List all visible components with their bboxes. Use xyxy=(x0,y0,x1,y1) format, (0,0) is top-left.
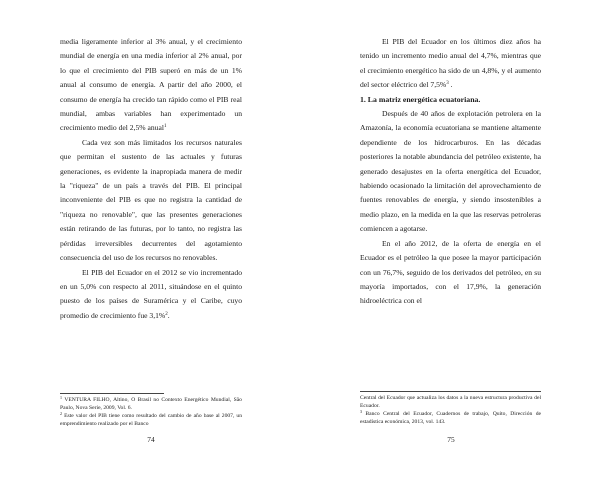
left-page-body xyxy=(60,35,242,323)
section-heading: 1. La matriz energética ecuatoriana. xyxy=(360,94,481,104)
paragraph: El PIB del Ecuador en los últimos diez años ha tenido un incremento medio anual del 4,7%, mientras que el crecimiento energético ha sido de un 4,8%, y el aumento del sector eléctrico del 7,5%$^3$ . xyxy=(360,37,541,90)
right-page-footnotes xyxy=(360,394,541,426)
footnote: $^3$ Banco Central del Ecuador, Cuadernos de trabajo, Quito, Dirección de estadística económica, 2013, vol. 143. xyxy=(360,409,541,425)
page-number: 75 xyxy=(447,435,455,444)
right-page-body xyxy=(360,35,541,309)
page-number: 74 xyxy=(147,435,155,444)
paragraph: Después de 40 años de explotación petrolera en la Amazonía, la economía ecuatoriana se mantiene altamente dependiente de los hidrocarburos. En las décadas posteriores la notable abundancia del petróleo existente, ha generado desajustes en la oferta energética del Ecuador, habiendo ocasionado la limitación del aprovechamiento de fuentes renovables de energía, y siendo insostenibles a medio plazo, en la medida en la que las reservas petroleras comiencen a agotarse. xyxy=(360,109,541,234)
footnote-divider xyxy=(60,393,164,394)
paragraph: media ligeramente inferior al 3% anual, y el crecimiento mundial de energía en una media inferior al 2% anual, por lo que el crecimiento del PIB superó en más de un 1% anual al consumo de energía. A partir del año 2000, el consumo de energía ha crecido tan rápido como el PIB real mundial, ambas variables han experimentado un crecimiento medio del 2,5% anual$^1$ xyxy=(60,37,242,133)
paragraph: Cada vez son más limitados los recursos naturales que permitan el sustento de las actuales y futuras generaciones, es evidente la inapropiada manera de medir la "riqueza" de un país a través del PIB. El principal inconveniente del PIB es que no registra la cantidad de "riqueza no renovable", que las presentes generaciones están retirando de las futuras, por lo tanto, no registra las pérdidas irreversibles decurrentes del agotamiento consecuencia del uso de los recursos no renovables. xyxy=(60,137,242,263)
footnote-ref: 2 xyxy=(165,311,168,317)
footnote: Central del Ecuador que actualiza los datos a la nueva estructura productiva del Ecuador. xyxy=(360,395,541,409)
footnote-ref: 1 xyxy=(163,124,167,130)
footnote: $^1$ VENTURA FILHO, Altino, O Brasil no Contexto Energético Mundial, São Paulo, Nova Serie, 2009, Vol. 6. xyxy=(60,395,242,411)
paragraph: El PIB del Ecuador en el 2012 se vio incrementado en un 5,0% con respecto al 2011, situándose en el quinto puesto de los países de Suramérica y el Caribe, cuyo promedio de crecimiento fue 3,1%$^2$. xyxy=(60,267,242,320)
paragraph: En el año 2012, de la oferta de energía en el Ecuador es el petróleo la que posee la mayor participación con un 76,7%, seguido de los derivados del petróleo, en su mayoría importados, con el 17,9%, la generación hidroeléctrica con el xyxy=(360,238,541,306)
left-page-footnotes xyxy=(60,396,242,428)
footnote: $^2$ Este valor del PIB tiene como resultado del cambio de año base al 2007, un emprendimiento realizado por el Banco xyxy=(60,411,243,427)
right-page xyxy=(300,0,600,479)
footnote-ref: 3 xyxy=(446,81,449,87)
footnote-divider xyxy=(360,391,541,392)
